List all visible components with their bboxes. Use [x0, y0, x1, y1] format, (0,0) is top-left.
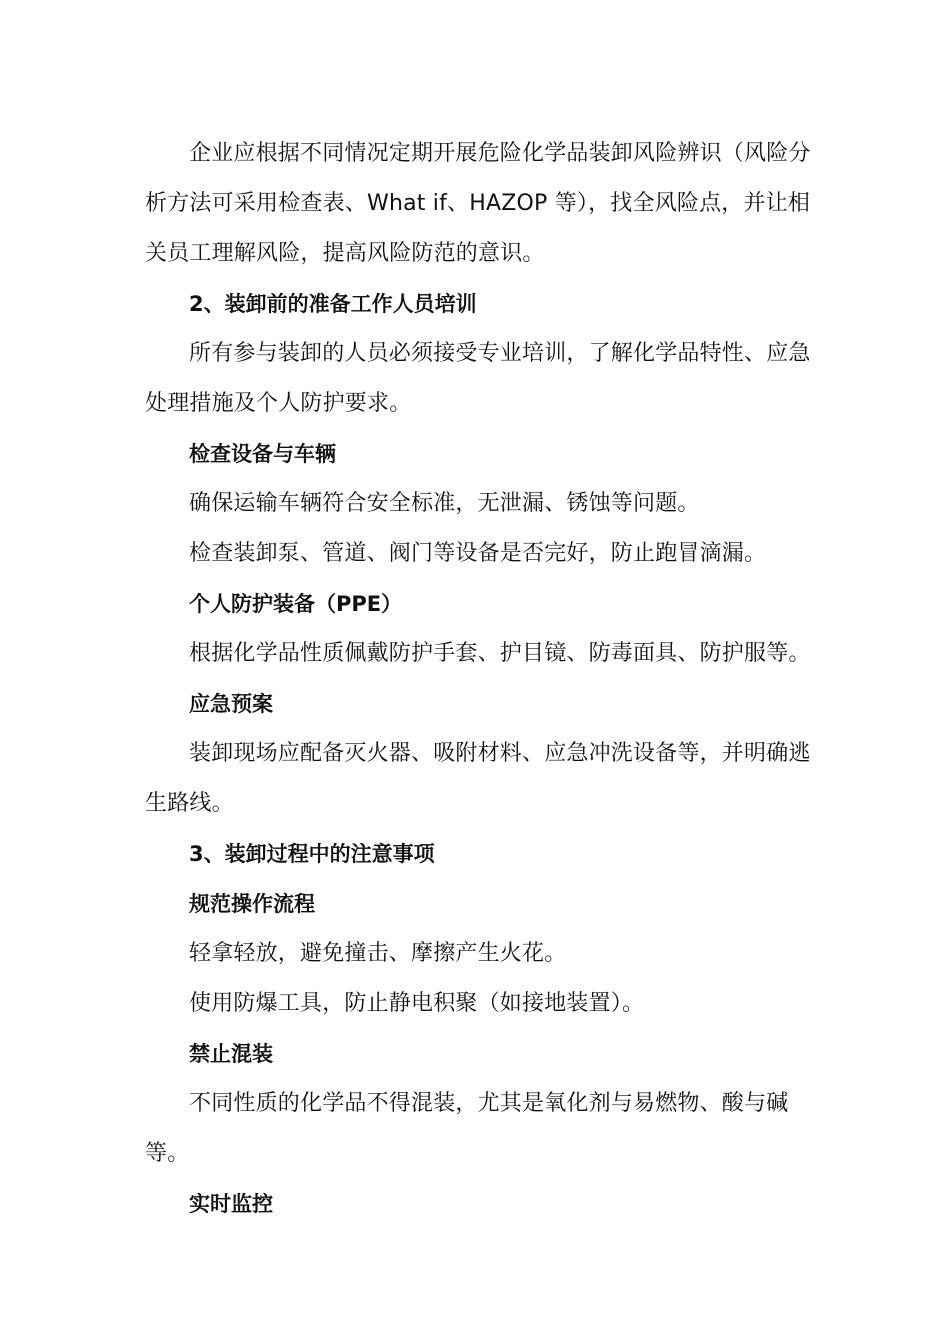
subheading-real-time-monitoring: 实时监控 — [189, 1192, 273, 1216]
section-heading-preparation: 2、装卸前的准备工作人员培训 — [189, 292, 477, 316]
paragraph-vehicle-standards: 确保运输车辆符合安全标准，无泄漏、锈蚀等问题。 — [189, 491, 700, 516]
document-body — [145, 129, 815, 1229]
paragraph-training: 所有参与装卸的人员必须接受专业培训，了解化学品特性、应急处理措施及个人防护要求。 — [145, 341, 811, 416]
paragraph-emergency-plan: 装卸现场应配备灭火器、吸附材料、应急冲洗设备等，并明确逃生路线。 — [145, 741, 811, 816]
paragraph-no-mixed-loading: 不同性质的化学品不得混装，尤其是氧化剂与易燃物、酸与碱等。 — [145, 1091, 789, 1166]
subheading-no-mixed-loading: 禁止混装 — [189, 1042, 273, 1066]
subheading-emergency-plan: 应急预案 — [189, 692, 273, 716]
paragraph-explosion-proof-tools: 使用防爆工具，防止静电积聚（如接地装置）。 — [189, 991, 645, 1016]
section-heading-loading-precautions: 3、装卸过程中的注意事项 — [189, 842, 435, 866]
subheading-operation-procedure: 规范操作流程 — [189, 892, 315, 916]
subheading-equipment-check: 检查设备与车辆 — [189, 442, 336, 466]
paragraph-handle-gently: 轻拿轻放，避免撞击、摩擦产生火花。 — [189, 941, 567, 966]
paragraph-risk-identification: 企业应根据不同情况定期开展危险化学品装卸风险辨识（风险分析方法可采用检查表、What if、HAZOP 等），找全风险点，并让相关员工理解风险，提高风险防范的意识。 — [145, 141, 811, 266]
paragraph-equipment-inspection: 检查装卸泵、管道、阀门等设备是否完好，防止跑冒滴漏。 — [189, 541, 767, 566]
subheading-ppe: 个人防护装备（PPE） — [189, 592, 403, 616]
paragraph-ppe: 根据化学品性质佩戴防护手套、护目镜、防毒面具、防护服等。 — [189, 641, 811, 666]
